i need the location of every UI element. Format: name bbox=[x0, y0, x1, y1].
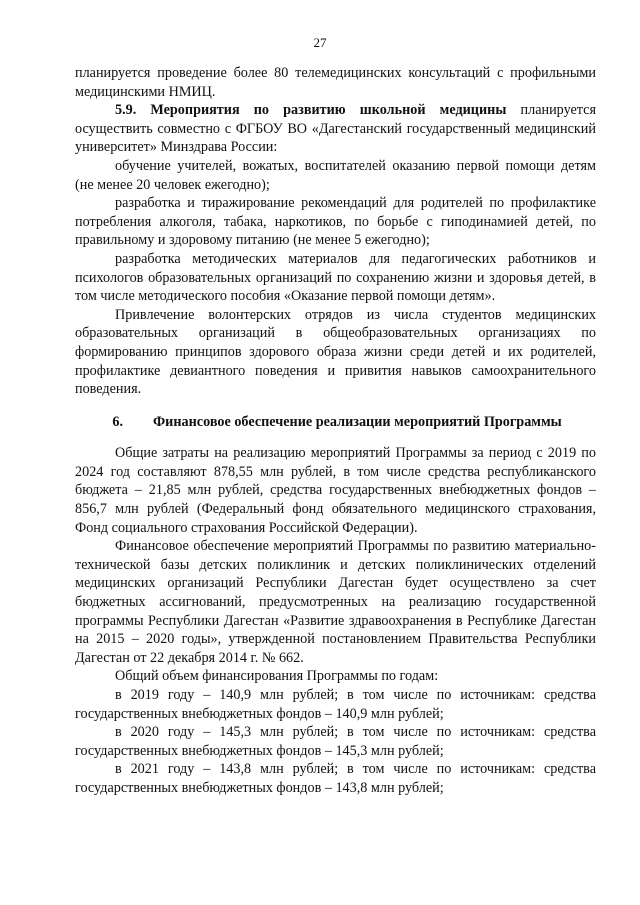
section-title: Финансовое обеспечение реализации мероприятий Программы bbox=[153, 413, 562, 430]
paragraph-year-2019: в 2019 году – 140,9 млн рублей; в том числе по источникам: средства государственных внебюджетных фондов – 140,9 млн рублей; bbox=[75, 687, 596, 722]
page-number: 27 bbox=[313, 35, 327, 50]
paragraph-teacher-training: обучение учителей, вожатых, воспитателей оказанию первой помощи детям (не менее 20 человек ежегодно); bbox=[75, 157, 596, 193]
paragraph-year-2020: в 2020 году – 145,3 млн рублей; в том числе по источникам: средства государственных внебюджетных фондов – 145,3 млн рублей; bbox=[75, 724, 596, 759]
section-heading bbox=[75, 413, 596, 432]
subsection-heading: 5.9. Мероприятия по развитию школьной медицины bbox=[115, 102, 507, 119]
paragraph-recommendations: разработка и тиражирование рекомендаций для родителей по профилактике потребления алкоголя, табака, наркотиков, по борьбе с гиподинамией детей, по правильному и здоровому питанию (не менее 5 ежегодно); bbox=[75, 195, 596, 249]
section-number: 6. bbox=[112, 413, 123, 430]
paragraph-school-medicine bbox=[75, 101, 596, 157]
paragraph-year-2021: в 2021 году – 143,8 млн рублей; в том числе по источникам: средства государственных внебюджетных фондов – 143,8 млн рублей; bbox=[75, 761, 596, 796]
paragraph-telemedicine: планируется проведение более 80 телемедицинских консультаций с профильными медицинскими НМИЦ. bbox=[75, 65, 596, 100]
subsection-text: планируется осуществить совместно с ФГБОУ ВО «Дагестанский государственный медицинский университет» Минздрава России: bbox=[75, 102, 596, 156]
paragraph-funding-by-year: Общий объем финансирования Программы по годам: bbox=[115, 668, 439, 685]
paragraph-volunteers: Привлечение волонтерских отрядов из числа студентов медицинских образовательных организаций в общеобразовательных организациях по формированию принципов здорового образа жизни среди детей и их родителей, профилактике девиантного поведения и привития навыков самоохранительного поведения. bbox=[75, 306, 596, 398]
paragraph-total-costs: Общие затраты на реализацию мероприятий Программы за период с 2019 по 2024 год составляют 878,55 млн рублей, в том числе средства республиканского бюджета – 21,85 млн рублей, средства государственных внебюджетных фондов – 856,7 млн рублей (Федеральный фонд обязательного медицинского страхования, Фонд социального страхования Российской Федерации). bbox=[75, 445, 596, 536]
paragraph-material-base: Финансовое обеспечение мероприятий Программы по развитию материально-технической базы детских поликлиник и детских поликлинических отделений медицинских организаций Республики Дагестан будет осуществлено за счет бюджетных ассигнований, предусмотренных на реализацию государственной программы Республики Дагестан «Развитие здравоохранения в Республике Дагестан на 2015 – 2020 годы», утвержденной постановлением Правительства Республики Дагестан от 22 декабря 2014 г. № 662. bbox=[75, 538, 596, 666]
document-body bbox=[75, 64, 596, 798]
paragraph-methodical-materials: разработка методических материалов для педагогических работников и психологов образовательных организаций по сохранению жизни и здоровья детей, в том числе методического пособия «Оказание первой помощи детям». bbox=[75, 250, 596, 305]
